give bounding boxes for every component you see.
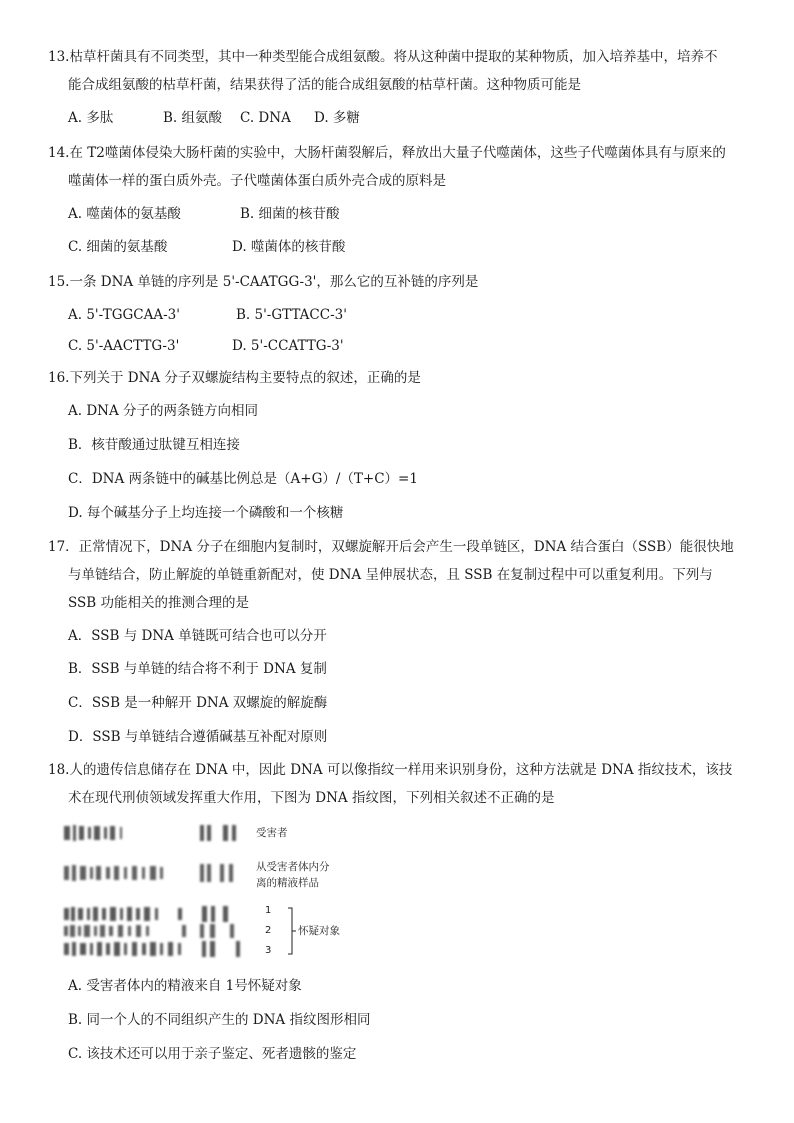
q16-option-b: B．核苷酸通过肽键互相连接 [68,437,240,453]
figure-label-victim: 受害者 [256,827,288,839]
figure-suspect-number-2: 2 [265,925,272,936]
q17-option-d: D．SSB 与单链结合遵循碱基互补配对原则 [68,729,328,745]
q13-option-c: C. DNA [240,110,291,126]
q13-stem-line1: 13.枯草杆菌具有不同类型，其中一种类型能合成组氨酸。将从这种菌中提取的某种物质，加入培养基中，培养不 [48,49,718,65]
q17-option-b: B．SSB 与单链的结合将不利于 DNA 复制 [68,661,327,677]
q13-option-b: B. 组氨酸 [163,110,223,126]
q17-stem-line2: 与单链结合，防止解旋的单链重新配对，使 DNA 呈伸展状态，且 SSB 在复制过程中可以重复利用。下列与 [68,567,713,583]
figure-suspect-number-3: 3 [265,945,272,956]
figure-label-sample-line2: 离的精液样品 [256,877,319,889]
q17-stem-line1: 17．正常情况下，DNA 分子在细胞内复制时，双螺旋解开后会产生一段单链区，DNA 结合蛋白（SSB）能很快地 [48,539,734,555]
sample-lane [64,864,233,882]
dna-fingerprint-figure [60,818,350,963]
q14-stem-line1: 14.在 T2噬菌体侵染大肠杆菌的实验中，大肠杆菌裂解后，释放出大量子代噬菌体，这些子代噬菌体具有与原来的 [48,145,726,161]
victim-lane [64,825,236,841]
q16-option-d: D. 每个碱基分子上均连接一个磷酸和一个核糖 [68,505,344,521]
q15-option-b: B. 5'-GTTACC-3' [236,307,347,323]
q18-option-c: C. 该技术还可以用于亲子鉴定、死者遗骸的鉴定 [68,1046,357,1062]
q15-stem: 15.一条 DNA 单链的序列是 5'-CAATGG-3'，那么它的互补链的序列是 [48,274,479,290]
dna-fingerprint-bands [60,818,350,963]
q14-option-b: B. 细菌的核苷酸 [240,206,340,222]
q15-option-c: C. 5'-AACTTG-3' [68,338,180,354]
q14-stem-line2: 噬菌体一样的蛋白质外壳。子代噬菌体蛋白质外壳合成的原料是 [68,173,446,189]
q18-option-b: B. 同一个人的不同组织产生的 DNA 指纹图形相同 [68,1012,371,1028]
q18-option-a: A. 受害者体内的精液来自 1号怀疑对象 [68,978,302,994]
q14-option-d: D. 噬菌体的核苷酸 [232,239,346,255]
suspects-bracket [288,908,296,954]
figure-suspect-number-1: 1 [265,905,272,916]
figure-label-sample-line1: 从受害者体内分 [256,861,330,873]
q15-option-d: D. 5'-CCATTG-3' [232,338,344,354]
q16-option-c: C．DNA 两条链中的碱基比例总是（A+G）/（T+C）=1 [68,471,418,487]
q18-stem-line1: 18.人的遗传信息储存在 DNA 中，因此 DNA 可以像指纹一样用来识别身份，这种方法就是 DNA 指纹技术，该技 [48,762,733,778]
q17-stem-line3: SSB 功能相关的推测合理的是 [68,595,249,611]
q13-option-d: D. 多糖 [314,110,360,126]
q16-stem: 16.下列关于 DNA 分子双螺旋结构主要特点的叙述，正确的是 [48,370,421,386]
q14-option-c: C. 细菌的氨基酸 [68,239,168,255]
q13-option-a: A. 多肽 [68,110,114,126]
q13-stem-line2: 能合成组氨酸的枯草杆菌，结果获得了活的能合成组氨酸的枯草杆菌。这种物质可能是 [68,77,581,93]
suspect-3-lane [64,941,240,957]
q17-option-a: A．SSB 与 DNA 单链既可结合也可以分开 [68,628,327,644]
q18-stem-line2: 术在现代刑侦领域发挥重大作用，下图为 DNA 指纹图，下列相关叙述不正确的是 [68,790,555,806]
suspect-2-lane [64,924,234,938]
suspect-1-lane [64,906,228,922]
figure-label-suspects: 怀疑对象 [298,925,340,937]
q14-option-a: A. 噬菌体的氨基酸 [68,206,181,222]
q15-option-a: A. 5'-TGGCAA-3' [68,307,180,323]
q17-option-c: C．SSB 是一种解开 DNA 双螺旋的解旋酶 [68,695,328,711]
q16-option-a: A. DNA 分子的两条链方向相同 [68,403,259,419]
